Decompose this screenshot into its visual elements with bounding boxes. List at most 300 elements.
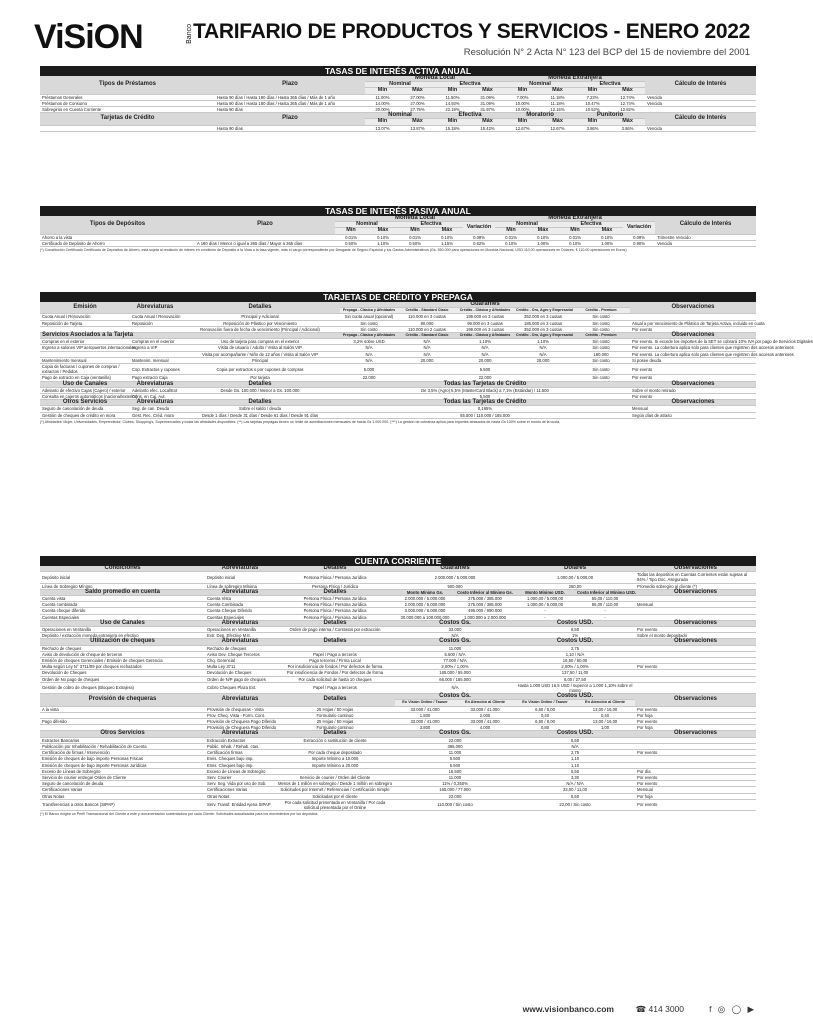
table-cell: Devolución de Cheques [205,670,275,676]
table-cell: Cuentas Especiales [40,614,205,620]
table-cell: 0.10% [591,234,623,240]
tj-otros-rows [40,406,756,418]
tj-h-col: Prepaga - Clásica y Afinidades [340,308,398,314]
table-cell: Certificaciones Varias [205,787,275,793]
h-max: Máx [400,119,435,125]
table-cell: Consulta en cajeros automáticos (nacional/exterior) [42,394,138,400]
table-cell: Sin costo [572,345,630,351]
cc-saldo-rows [40,596,756,621]
table-cell: 3,2% sobre USD [340,339,398,345]
activa-rows [40,94,756,113]
table-cell: 352.000 en 3 cuotas [514,314,572,320]
table-cell: Adelanto efec. Local/Ext [130,387,180,393]
cc-otros-rows [40,737,756,810]
table-cell: Cuenta cheque diferido [40,608,205,614]
cell: Hasta 90 días [215,125,365,131]
table-cell: Línea de sobregiro Mínima [205,583,275,589]
h-max: Máx [431,228,463,234]
h-min: Mín [575,88,610,94]
cc-prov-obs: Observaciones [635,694,756,706]
cc-h: Observaciones [635,639,756,645]
cell: 12.67% [505,125,540,131]
table-cell: Por evento [635,799,756,810]
table-cell: Certificaciones Varias [40,787,205,793]
tj-h-obs: Observaciones [630,302,756,314]
tj-canales-det: Detalles [180,382,340,388]
table-cell: Mensual [635,602,756,608]
table-cell: 1.800 [395,712,455,718]
table-cell: Adelanto de efectivo Cajas (Cajero) / exterior [40,387,130,393]
table-cell: Gest. Rec. Créd. mora [130,412,180,418]
cc-canales-title: Uso de Canales [40,620,205,626]
table-cell: Línea de Sobregiro Mínimo [40,583,205,589]
table-cell: Por hoja [635,725,756,731]
table-cell: Visita de usuario / Adulto / Visita al Salón VIP [180,345,340,351]
table-cell: N/A [395,633,515,639]
h-min: Mín [365,119,400,125]
table-cell: 22.19% [435,107,470,113]
cc-h-obs: Observaciones [635,566,756,572]
table-cell: 55,00 / 110,00 [575,596,635,602]
table-cell: 31.97% [470,107,505,113]
table-cell: Pago diferido [40,719,205,725]
table-cell: 11.00% [365,94,400,100]
table-cell: Mantenimiento mensual [40,357,130,363]
table-cell: Otras Notas [205,793,275,799]
table-row [40,682,756,693]
h-min: Mín [335,228,367,234]
table-cell: Prov. Cheq. Vista - Form. Cont. [205,712,275,718]
tc-h-mor: Moratorio [505,113,575,119]
table-cell: 6,50 / 8,00 [515,719,575,725]
tc-h-pun: Punitorio [575,113,645,119]
table-cell: Por evento. La cobertura aplica solo para clientes que registren dos accesos anteriores [632,351,794,357]
table-cell: Persona Física / Persona Jurídica [275,596,395,602]
tj-rows [40,314,765,333]
table-cell: 12.74% [610,94,645,100]
table-cell: Promedio sobregiro al cliente (*) [635,583,756,589]
cc-cheques-title: Utilización de cheques [40,639,205,645]
table-cell: Sin costo [572,314,630,320]
table-cell: 14.93% [435,100,470,106]
table-cell: 0,40 [515,712,575,718]
table-cell: Por evento [635,719,756,725]
table-cell: Cuenta Vista [205,596,275,602]
table-cell: 25 Hojas / 50 Hojas [275,706,395,712]
cc-saldo-h: Monto Mínimo Gs. [395,589,455,595]
cell: 12.67% [540,125,575,131]
table-cell: 495.000 / 990.000 [455,608,515,614]
table-cell: Orden de N/P pago de cheques [205,676,275,682]
cc-h: Observaciones [635,620,756,626]
h-max: Máx [610,119,645,125]
table-cell: Multa según Ley N° 3711/09 por cheques rechazados [40,664,205,670]
table-cell: 11.18% [540,94,575,100]
tj-h-col: Crédito - Premium [572,308,630,314]
activa-title: TASAS DE INTERÉS ACTIVA ANUAL [40,66,756,76]
table-cell: Según días de atraso [630,412,756,418]
table-cell: 165.000 / 77.000 [395,787,515,793]
table-cell: N/A [340,357,398,363]
table-cell: Por evento [635,750,756,756]
activa-h-nom: Nominal [365,82,435,88]
table-cell: 12.15% [540,107,575,113]
cc-prov-usd: Costos USD. [515,694,635,700]
cell: 15.18% [435,125,470,131]
tj-serv-title: Servicios Asociados a la Tarjeta [40,333,340,339]
cc-saldo-title: Saldo promedio en cuenta [40,589,205,595]
table-cell: Por cada solicitud presentada en Ventanilla / Por cada solicitud presentada por el Online [275,799,395,810]
table-cell: Sin costo [572,375,630,381]
table-cell: Formulario continuo [275,725,395,731]
table-cell: Aviso de devolución de cheque de terceros [40,651,205,657]
table-cell: Principal [180,357,340,363]
table-cell: Por evento [635,664,756,670]
website-link[interactable]: www.visionbanco.com [522,1004,614,1014]
table-row [40,799,756,810]
table-cell: Por hoja [635,712,756,718]
table-cell: 11.50% [435,94,470,100]
table-cell: Operaciones en Ventanilla [40,627,205,633]
table-cell: 1.15% [431,240,463,246]
table-cell: De 3,5% (Agro) 5,5% (MasterCard Black) a 7,1% (Estándar) / 11.500 [340,387,630,393]
table-cell: Cons. en Caj. Aut. [130,394,180,400]
table-cell: 99.000 en 3 cuotas [456,320,514,326]
table-cell: 0,40 [575,712,635,718]
tj-canales-title: Uso de Canales [40,382,130,388]
table-cell: Mensual [630,406,756,412]
table-cell: Gestión de cobro de cheques (Bloqueo Extrajera) [40,682,205,693]
table-cell: Sin costo [572,326,630,332]
cc-note: (*) El Banco exigirá un Perfil Transaccional del Cliente a este y documentación sustentadora por cada Cliente. Solicitudes actualizadas para los movimientos por los depósitos. [40,812,319,817]
table-cell: N/A [515,743,635,749]
table-cell: N/A [398,351,456,357]
table-cell: 1,00 [575,725,635,731]
table-cell: 110.000 en 3 cuotas [398,314,456,320]
table-cell: Sin costo [572,357,630,363]
table-cell: 33.000 / 41.000 [455,719,515,725]
table-cell: 199.000 en 3 cuotas [456,326,514,332]
h-max: Máx [367,228,399,234]
table-cell: Hasta 90 días / Hasta 180 días / Hasta 365 días / Más de 1 año [215,94,365,100]
table-cell: 20.000 [514,357,572,363]
table-cell: 31.09% [470,100,505,106]
cc-h-det: Detalles [275,566,395,572]
table-cell: 20.00% [365,107,400,113]
table-cell: Emisión de cheques de bajo importe Personas Físicas [40,756,205,762]
table-cell: Aviso Dev. Cheque Terceros [205,651,275,657]
pasiva-h-ml: Moneda Local [335,216,495,222]
table-cell: 30.000.000 a 100.000.000 [395,614,455,620]
table-cell: 33.000 / 41.000 [395,719,455,725]
table-cell: 0.09% [623,234,655,240]
table-cell: Cuenta Cheque Diferido [205,608,275,614]
tj-otros-todas: Todas las Tarjetas de Crédito [340,400,630,406]
table-cell: Emis. Cheques bajo imp. [205,756,275,762]
table-cell: Sin costo [572,320,630,326]
table-cell: Pago extracto Caja [130,375,180,381]
table-cell: Seguro de cancelación de deuda [40,781,205,787]
table-cell: 80.000 [398,320,456,326]
cc-h: Costos USD. [515,731,635,737]
table-cell: Certificación de firmas / Intervención [40,750,205,756]
table-cell: Cobro Cheques Plaza Ext. [205,682,275,693]
table-cell: Sobre el monto depositado [635,633,756,639]
table-cell: 1.00% [591,240,623,246]
table-cell: Cuota Anual / Renovación [132,314,181,320]
table-cell: 165.000 / 55.000 [395,670,515,676]
table-cell: Cop. Extractos y cupones [130,364,180,375]
table-cell: Por evento [630,364,756,375]
table-cell: 1.000,00 / 5.000,00 [515,572,635,583]
table-cell: Multa Ley 3711 [205,664,275,670]
logo-banco-label: Banco [186,24,193,44]
h-min: Mín [495,228,527,234]
table-cell: 77.000 / N/A [395,658,515,664]
cc-h: Costos Gs. [395,639,515,645]
table-cell: Sin costo [572,339,630,345]
cc-saldo-obs: Observaciones [635,589,756,595]
table-cell: 22.000 [456,375,514,381]
activa-h-efe2: Efectiva [575,82,645,88]
cc-saldo-abrev: Abreviaturas [205,589,275,595]
table-cell: Persona Física / Persona Jurídica [275,608,395,614]
table-cell: 27.00% [400,100,435,106]
table-cell: Solicitudes por Internet / Referencias / Certificación Simple [275,787,395,793]
table-cell: 2,75 [515,750,635,756]
table-cell: 10.00% [505,107,540,113]
table-cell: Compras en el exterior [40,339,130,345]
h-min: Mín [505,88,540,94]
h-nom: Nominal [335,222,399,228]
table-row [40,572,756,583]
table-cell: Pago de extracto en Caja (ventanilla) [40,375,130,381]
activa-table [40,76,756,113]
table-cell: 275.000 / 385.000 [455,596,515,602]
table-cell: Por evento. La cobertura aplica solo para clientes que registren dos accesos anteriores [632,345,794,351]
cc-h-cond: Condiciones [40,566,205,572]
tj-canales-obs: Observaciones [630,382,756,388]
table-cell [398,364,456,375]
table-cell: Persona Física / Persona Jurídica [275,614,395,620]
cell: 3.66% [610,125,645,131]
tarjetas-note: (*) Afinidades: Mujer, Universidades, Emprendedor, Clubes, Shopping's, Supermercados y todas las afinidades disponibles. (**) Las tarjetas prepagas tienen un límite de acreditaciones mensuales de hasta Gs 1.000.000. (***) La gestión de cobranza aplica para importes atrasados de hasta Gs 100% sobre el monto de la cuota. [40,419,561,424]
table-cell: 5.500 [340,394,630,400]
table-cell: Mensual [635,787,756,793]
table-cell: 1% [515,633,635,639]
cc-h: Abreviaturas [205,731,275,737]
cc-table [40,566,756,811]
tc-h-title: Tarjetas de Crédito [40,113,215,125]
table-cell: 33.000 / 41.000 [395,706,455,712]
table-cell: Solicitadas por el cliente [275,793,395,799]
cell: 15.42% [470,125,505,131]
cell: Vencida [645,125,756,131]
table-cell: Por cada cheque depositado [275,750,395,756]
table-cell: 22.000 [340,375,398,381]
table-cell: 0.10% [367,234,399,240]
table-cell: 500.000 [395,583,515,589]
cc-prov-gs: Costos Gs. [395,694,515,700]
table-row [40,240,756,246]
table-cell: 10.00% [505,100,540,106]
table-cell: Provisión de chequeras - Vista [205,706,275,712]
table-cell: 0.01% [495,234,527,240]
table-cell: Cuentas Especiales [205,614,275,620]
table-cell: Papel / Pago a terceros [275,682,395,693]
table-cell: Depósito inicial [205,572,275,583]
tj-h-obs: Observaciones [630,333,756,339]
table-cell: Transferencias a otros Bancos (SIPAP) [40,799,205,810]
table-cell: Cuenta combinada [40,602,205,608]
table-cell: 5.500 [395,756,515,762]
table-cell: Orden de pago interna / Contratos por extracción [275,627,395,633]
page-subtitle: Resolución N° 2 Acta N° 123 del BCP del 15 de noviembre del 2001 [463,47,750,58]
table-cell: - [575,614,635,620]
cc-cheques-rows [40,645,756,694]
table-cell: Depósito inicial [40,572,205,583]
table-cell: Hasta 90 días / Hasta 180 días / Hasta 365 días / Más de 1 año [215,100,365,106]
table-cell: Chq. Gerencial [205,658,275,664]
table-cell: 0.10% [495,240,527,246]
table-cell: 0.01% [399,234,431,240]
pasiva-h-plazo: Plazo [195,216,335,234]
table-cell: Gestión de cheques de crédito en mora [40,412,130,418]
table-cell: Hasta 90 días [215,107,365,113]
table-cell: Serv. Courier [205,774,275,780]
table-cell: Por evento [635,774,756,780]
activa-h-efe: Efectiva [435,82,505,88]
activa-h-me: Moneda Extranjera [505,76,645,82]
table-cell: Importe Mínimo a 10.000 [275,756,395,762]
phone-number [636,1004,684,1015]
table-cell: 33.000 / 41.000 [455,706,515,712]
h-max: Máx [470,88,505,94]
page-title: TARIFARIO DE PRODUCTOS Y SERVICIOS - ENERO 2022 [193,20,750,43]
table-cell: 5.500 [395,762,515,768]
table-cell: Desde 1 días / Desde 31 días / Desde 61 días / Desde 91 días [180,412,340,418]
table-cell: Extr. Dep. Efectivo M.E. [205,633,275,639]
tj-canales-rows [40,387,756,399]
social-icons[interactable]: f ◎ ◯ ▶ [709,1004,756,1014]
tc-row [40,125,756,131]
table-cell: 0,80 [515,725,575,731]
cc-saldo-det: Detalles [275,589,395,595]
table-cell: 7.23% [575,94,610,100]
table-cell: 2.000.000 / 5.000.000 [395,602,455,608]
cc-prov-sub: En Atención al Cliente [575,700,635,706]
table-cell: Reposición [130,320,180,326]
table-cell: 1.10% [367,240,399,246]
table-cell: Uso de tarjeta para compras en el exterior [180,339,340,345]
pasiva-title: TASAS DE INTERÉS PASIVA ANUAL [40,206,756,216]
tc-h-efe: Efectiva [435,113,505,119]
table-cell: Vencida [655,240,756,246]
table-cell: Importe Mínimo a 20.000 [275,762,395,768]
table-cell: Exceso de Líneas de Sobregiro [205,768,275,774]
table-cell: 0.09% [463,234,495,240]
tc-h-calc: Cálculo de Interés [645,113,756,125]
table-cell: Por insuficiencia de fondos / Por defectos de forma [275,664,395,670]
table-cell: Préstamos Generales [40,94,215,100]
table-cell: 11% / 0,350% [395,781,515,787]
table-cell: 10.47% [575,100,610,106]
table-cell: Cuenta vista [40,596,205,602]
table-cell: 110.000 en 2 cuotas [398,326,456,332]
table-cell: 0,165% [340,406,630,412]
table-cell: Rechazo de cheques [205,645,275,651]
activa-h-tipo: Tipos de Préstamos [40,76,215,94]
pasiva-rows [40,234,756,246]
table-cell: 3,30 [515,774,635,780]
cc-h: Detalles [275,731,395,737]
table-cell: Por evento [635,706,756,712]
table-cell: Copia de facturas / cupones de compras / extractos / Pedidos [40,364,130,375]
table-cell: 137,50 / 11,00 [515,670,635,676]
pasiva-note: (*) Constitución Certificado Certificado de Depósitos de Ahorro, está sujeta al recálculo de interés en condición de Depósito a la Vista a la tasa vigente, más el cargo correspondiente por Desgaste de Seguro Especial y los Gastos Administrativos (Gs. 550.000 para operaciones en Moneda Nacional, USD 110.00 operaciones en Dólares, € 110.00 operaciones en Euros) [40,248,627,253]
tj-h-col: Crédito - Standard Clasic [398,308,456,314]
table-cell: 3.000.000 / 6.000.000 [395,608,455,614]
page-footer [40,1000,756,1016]
table-cell: 1.000,00 / 5.000,00 [515,596,575,602]
table-cell: N/A [456,351,514,357]
cc-h: Costos USD. [515,639,635,645]
tc-h-nom: Nominal [365,113,435,119]
h-min: Mín [435,119,470,125]
vision-logo: ViSiON [34,18,143,56]
table-cell: 5.500 [456,364,514,375]
pasiva-section [40,206,756,254]
table-cell: Provisión de Chequera Pago Diferido [207,725,277,731]
table-cell: 1.00% [527,240,559,246]
table-cell: Extractos Bancarios [40,737,205,743]
tarjetas-section [40,292,813,425]
table-cell: Ingreso a VIP [130,345,180,351]
phone-text: 414 3000 [648,1004,684,1014]
table-cell: Ahorro a la vista [40,234,195,240]
table-cell: Copia por extractos o por cupones de compras [180,364,340,375]
cc-h: Detalles [275,639,395,645]
table-cell: Public. Inhab. / Rehab. ctas. [205,743,275,749]
tj-h-col: Crédito - Clásica y Afinidades [456,308,514,314]
h-efe: Efectiva [399,222,463,228]
table-cell: - [575,608,635,614]
table-cell: Reposición de Tarjeta [40,320,130,326]
table-cell: Rechazo de cheques [40,645,205,651]
table-cell: N/A [398,339,456,345]
table-cell: Por evento [635,627,756,633]
table-cell: Certificación firmas [205,750,275,756]
cell: 13.07% [365,125,400,131]
h-var: Variación [463,222,495,234]
table-cell: A 180 días / Menor o igual a 365 días / Mayor a 365 días [195,240,335,246]
tj-canales-todas: Todas las Tarjetas de Crédito [340,382,630,388]
table-cell: Orden de No pago de cheques [40,676,205,682]
h-efe: Efectiva [559,222,623,228]
h-var: Variación [623,222,655,234]
table-cell: 199.000 en 3 cuotas [456,314,514,320]
table-cell: - [515,608,575,614]
table-cell: 16.500 [395,768,515,774]
table-cell: Papel / Pago a terceros [275,651,395,657]
h-nom: Nominal [495,222,559,228]
pasiva-h-calc: Cálculo de Interés [655,216,756,234]
table-cell: 5.500 / N/A [395,651,515,657]
table-cell: Formulario continuo [275,712,395,718]
table-cell: Operaciones en Ventanilla [205,627,275,633]
table-cell: 0.50% [335,240,367,246]
table-cell: 2.000.000 / 5.000.000 [395,596,455,602]
